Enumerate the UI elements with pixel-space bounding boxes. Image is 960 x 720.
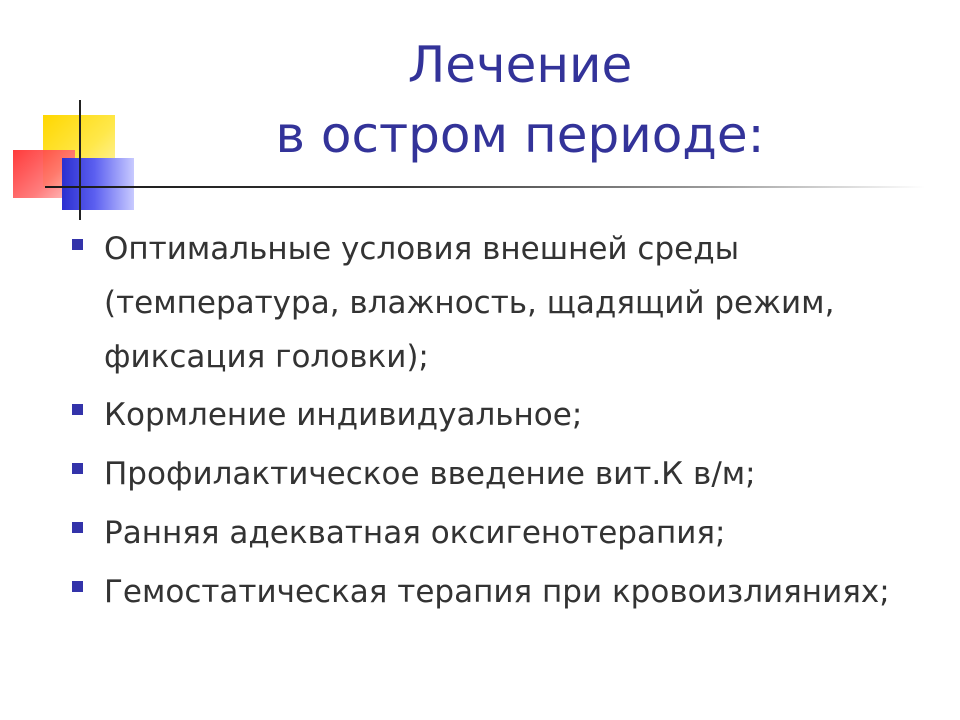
list-item: [70, 222, 930, 384]
square-bullet-icon: [72, 522, 83, 533]
slide-title: [200, 30, 840, 170]
square-bullet-icon: [72, 463, 83, 474]
square-bullet-icon: [72, 239, 83, 250]
slide-title-line-1: Лечение: [407, 36, 633, 94]
decor-vertical-line: [79, 100, 81, 220]
decor-blue-square: [62, 158, 134, 210]
square-bullet-icon: [72, 404, 83, 415]
square-bullet-icon: [72, 581, 83, 592]
list-item-text: Кормление индивидуальное;: [104, 397, 583, 433]
list-item-text: Оптимальные условия внешней среды (температура, влажность, щадящий режим, фиксация головки);: [104, 231, 835, 375]
list-item: [70, 505, 930, 561]
title-underline: [45, 186, 925, 188]
list-item: [70, 387, 930, 443]
list-item: [70, 564, 930, 620]
list-item-text: Гемостатическая терапия при кровоизлияниях;: [104, 574, 890, 610]
slide-title-line-2: в остром периоде:: [275, 106, 765, 164]
list-item: [70, 446, 930, 502]
bullet-list: [70, 222, 930, 623]
list-item-text: Профилактическое введение вит.К в/м;: [104, 456, 756, 492]
list-item-text: Ранняя адекватная оксигенотерапия;: [104, 515, 726, 551]
